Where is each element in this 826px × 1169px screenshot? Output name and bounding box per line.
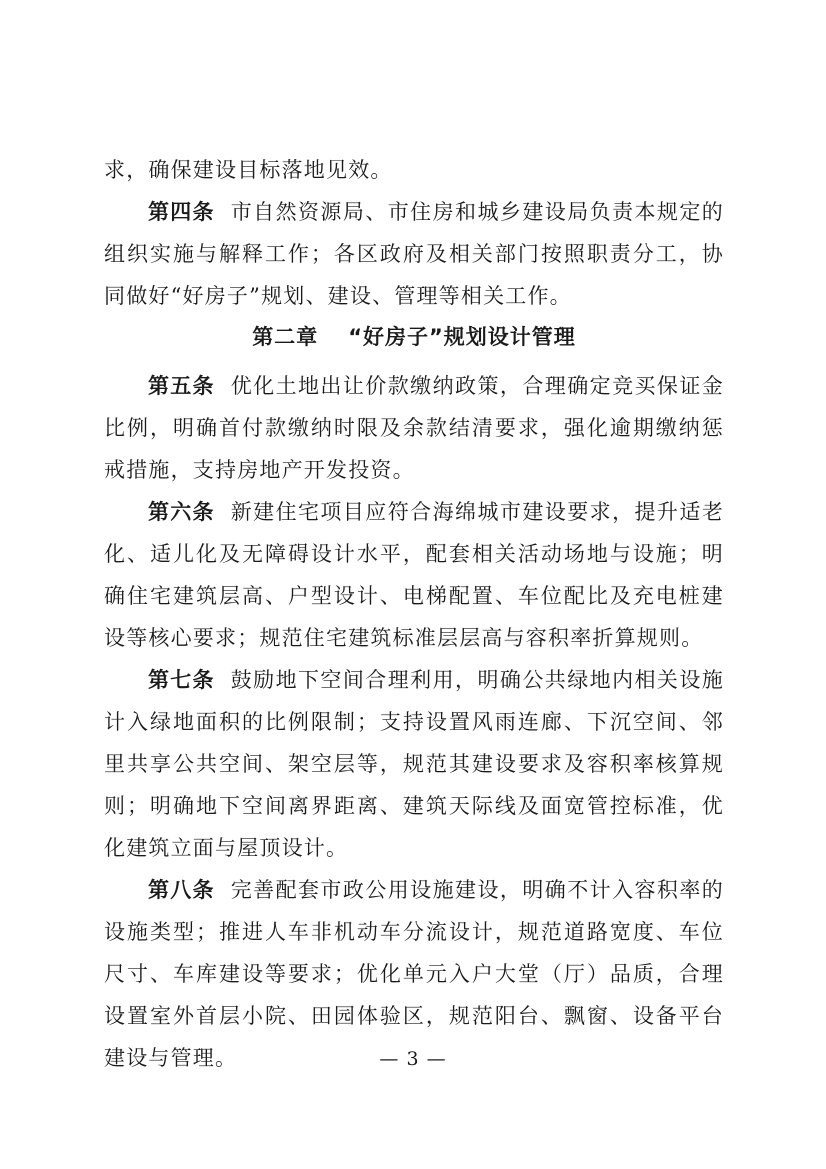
section-top [104, 149, 724, 317]
chapter-number: 第二章 [252, 325, 319, 349]
article-text: 市自然资源局、市住房和城乡建设局负责本规定的组织实施与解释工作；各区政府及相关部门按照职责分工，协同做好“好房子”规划、建设、管理等相关工作。 [104, 200, 724, 308]
article-number: 第八条 [148, 878, 215, 902]
paragraph-text: 求，确保建设目标落地见效。 [104, 158, 393, 182]
chapter-body [104, 365, 724, 1079]
chapter-title: “好房子”规划设计管理 [348, 325, 576, 349]
article-number: 第六条 [148, 500, 215, 524]
article-text: 完善配套市政公用设施建设，明确不计入容积率的设施类型；推进人车非机动车分流设计，规范道路宽度、车位尺寸、车库建设等要求；优化单元入户大堂（厅）品质，合理设置室外首层小院、田园体验区，规范阳台、飘窗、设备平台建设与管理。 [104, 878, 724, 1070]
article-5 [104, 365, 724, 491]
article-4 [104, 191, 724, 317]
article-text: 新建住宅项目应符合海绵城市建设要求，提升适老化、适儿化及无障碍设计水平，配套相关活动场地与设施；明确住宅建筑层高、户型设计、电梯配置、车位配比及充电桩建设等核心要求；规范住宅建筑标准层层高与容积率折算规则。 [104, 500, 724, 650]
page-number: — 3 — [379, 1048, 447, 1070]
article-text: 鼓励地下空间合理利用，明确公共绿地内相关设施计入绿地面积的比例限制；支持设置风雨连廊、下沉空间、邻里共享公共空间、架空层等，规范其建设要求及容积率核算规则；明确地下空间离界距离、建筑天际线及面宽管控标准，优化建筑立面与屋顶设计。 [104, 668, 724, 860]
article-number: 第四条 [148, 200, 215, 224]
paragraph-continuation [104, 149, 724, 191]
article-7 [104, 659, 724, 869]
article-6 [104, 491, 724, 659]
article-number: 第七条 [148, 668, 215, 692]
article-text: 优化土地出让价款缴纳政策，合理确定竞买保证金比例，明确首付款缴纳时限及余款结清要求，强化逾期缴纳惩戒措施，支持房地产开发投资。 [104, 374, 724, 482]
article-number: 第五条 [148, 374, 215, 398]
chapter-heading [104, 321, 724, 351]
